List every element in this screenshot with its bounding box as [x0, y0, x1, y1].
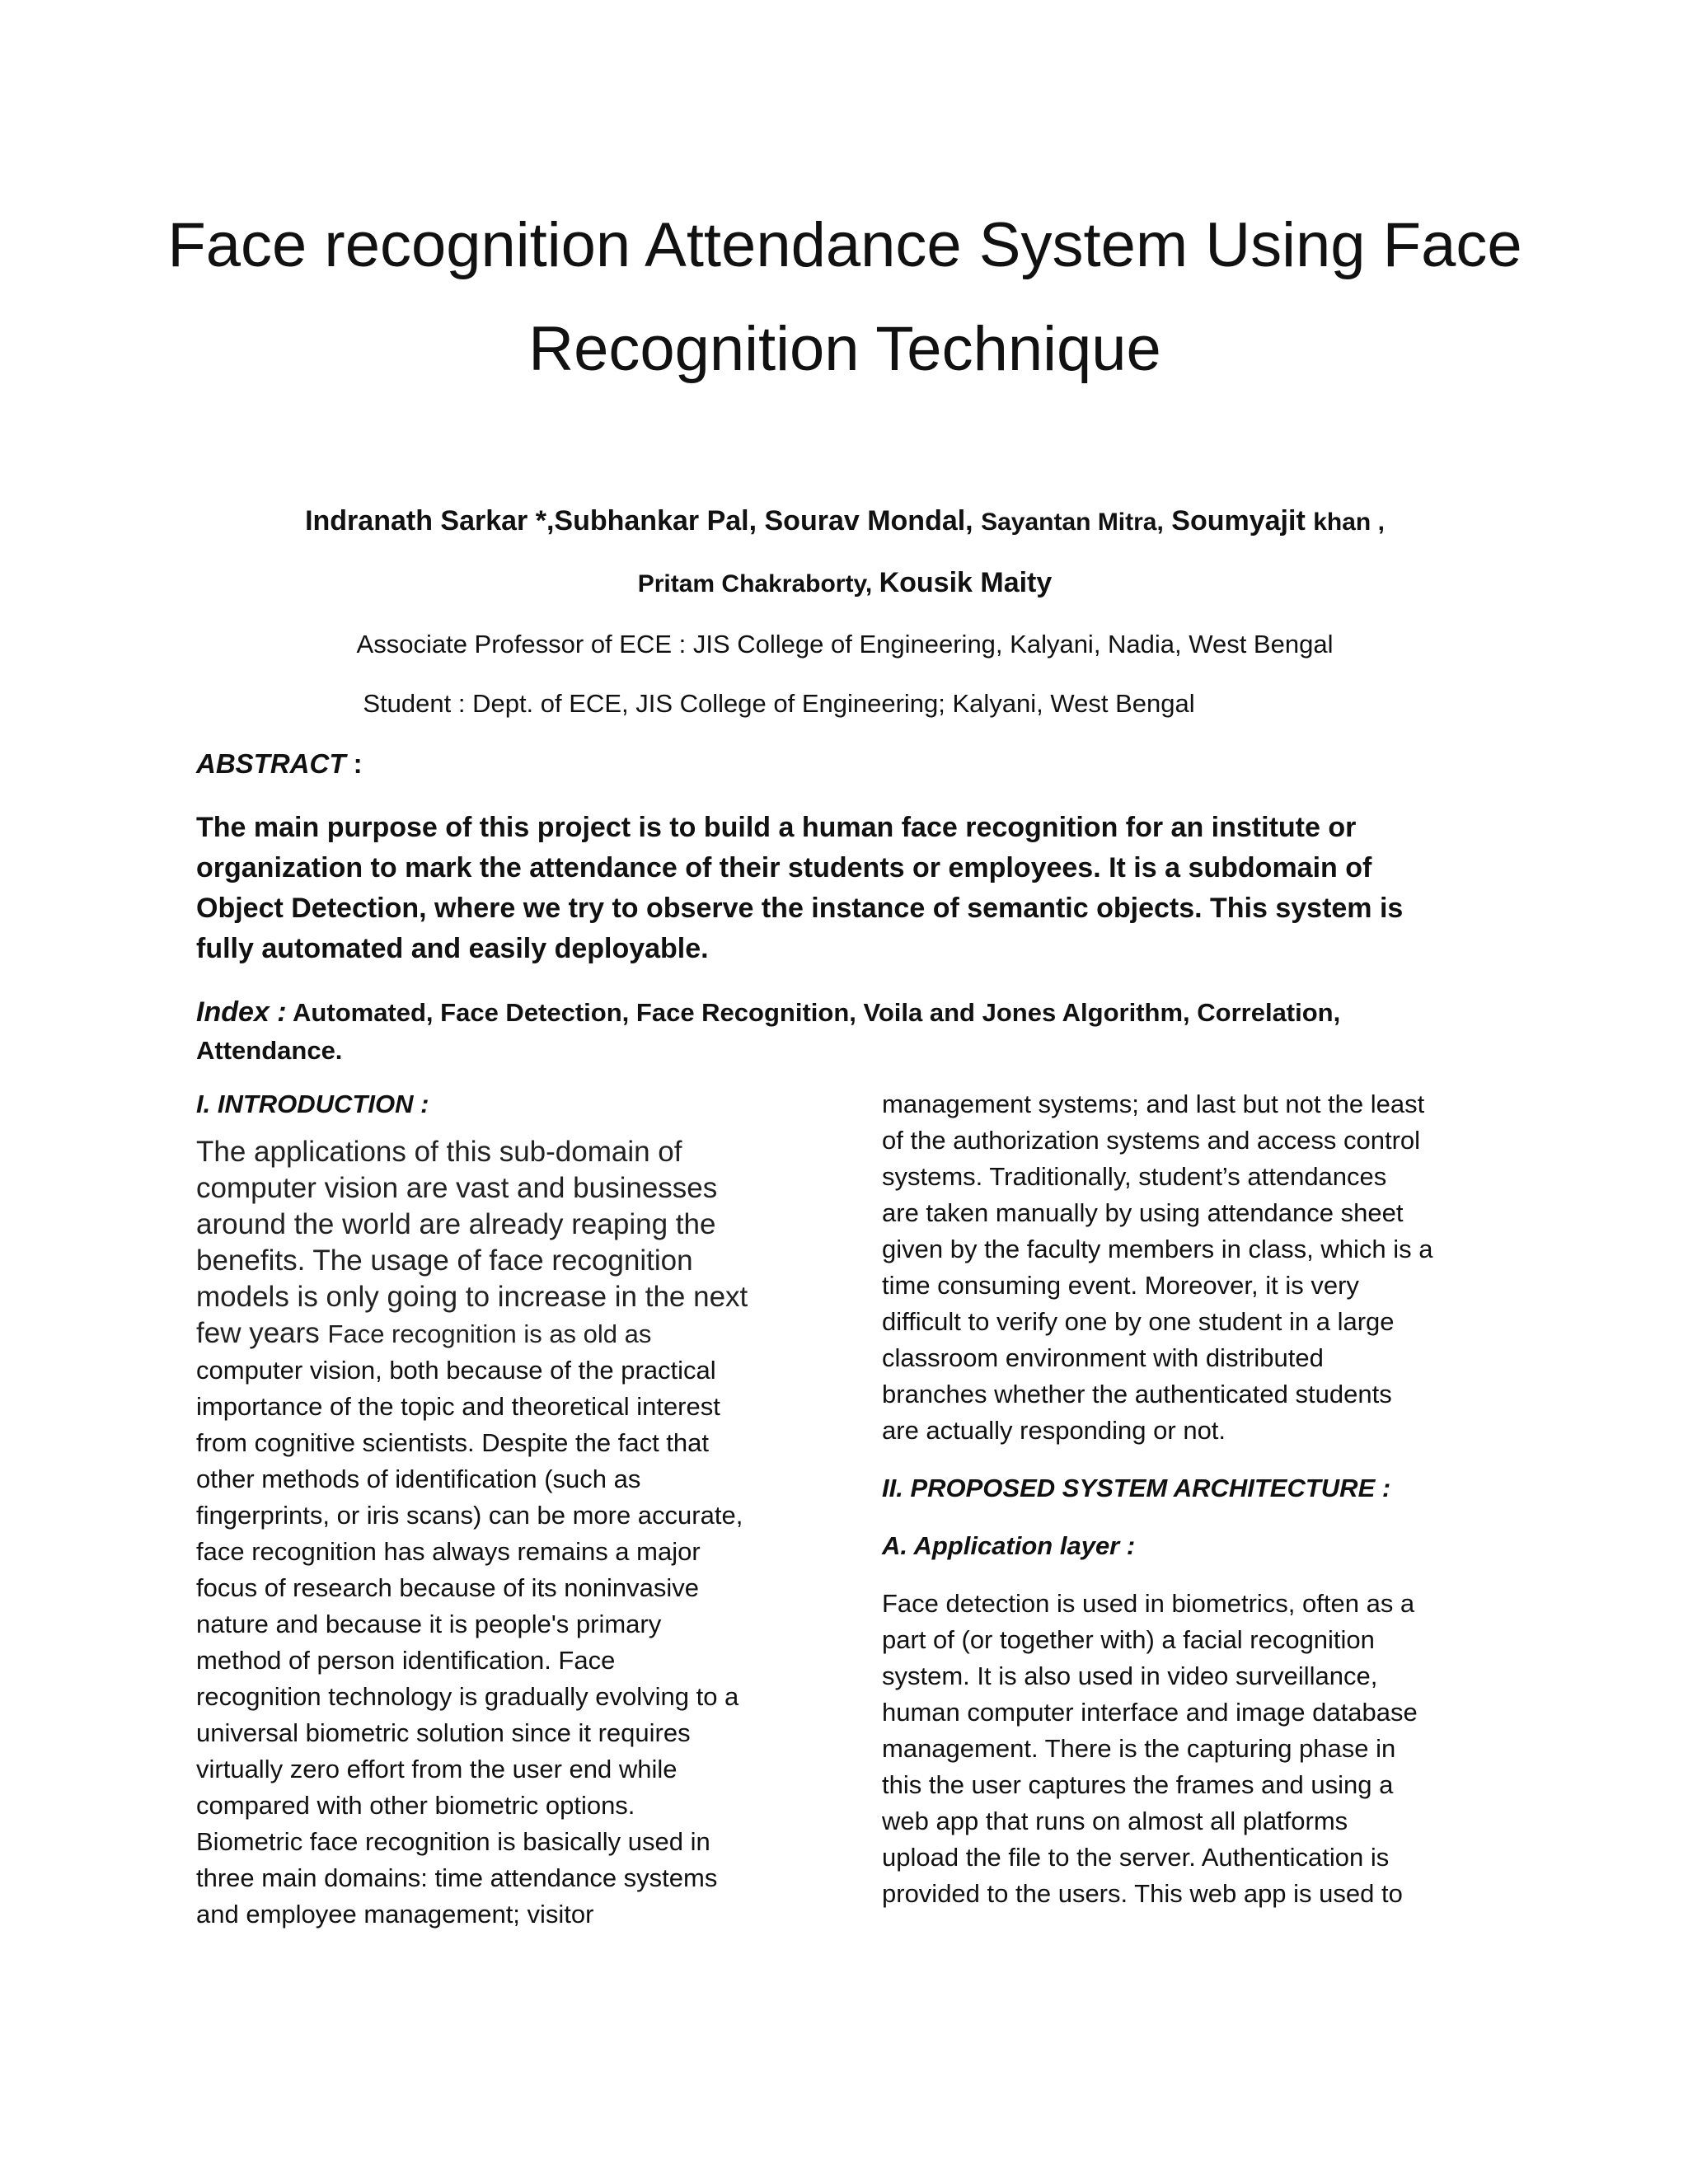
intro-lead-end: few years — [196, 1317, 320, 1349]
intro-line: The applications of this sub-domain of — [196, 1136, 682, 1168]
intro-line: and employee management; visitor — [196, 1900, 594, 1929]
index-terms-line-2: Attendance. — [196, 1036, 343, 1065]
abstract-colon: : — [345, 748, 363, 779]
intro-line: from cognitive scientists. Despite the fact that — [196, 1428, 709, 1457]
affiliation-student: Student : Dept. of ECE, JIS College of Engineering; Kalyani, West Bengal — [363, 689, 1195, 718]
body-line: time consuming event. Moreover, it is very — [882, 1271, 1359, 1300]
body-line: part of (or together with) a facial recognition — [882, 1625, 1375, 1654]
body-line: system. It is also used in video surveillance, — [882, 1661, 1378, 1690]
abstract-heading — [196, 746, 363, 782]
body-line: provided to the users. This web app is used to — [882, 1879, 1403, 1908]
introduction-heading: I. INTRODUCTION : — [196, 1090, 429, 1118]
index-terms — [196, 993, 1515, 1070]
author-names-3: Soumyajit — [1171, 505, 1306, 537]
body-line: are taken manually by using attendance sheet — [882, 1198, 1404, 1227]
intro-line: other methods of identification (such as — [196, 1465, 641, 1493]
author-names-1: Indranath Sarkar *,Subhankar Pal, Sourav Mondal, — [305, 505, 973, 537]
body-line: upload the file to the server. Authentication is — [882, 1843, 1390, 1872]
body-line: management systems; and last but not the least — [882, 1090, 1425, 1118]
body-line: systems. Traditionally, student’s attendances — [882, 1162, 1387, 1191]
body-line: Face detection is used in biometrics, often as a — [882, 1589, 1415, 1618]
intro-line: computer vision are vast and businesses — [196, 1172, 718, 1204]
intro-line: around the world are already reaping the — [196, 1208, 716, 1240]
intro-line: face recognition has always remains a major — [196, 1537, 701, 1566]
author-list — [198, 503, 1492, 541]
introduction-body — [196, 1352, 823, 1933]
application-layer-text — [882, 1586, 1525, 1912]
author-names-5: Pritam Chakraborty, — [637, 570, 873, 598]
left-column — [196, 1086, 823, 1933]
abstract-label: ABSTRACT — [196, 748, 346, 779]
title-line-2: Recognition Technique — [528, 314, 1161, 384]
abstract-line: fully automated and easily deployable. — [196, 933, 709, 964]
body-line: classroom environment with distributed — [882, 1343, 1324, 1372]
intro-line: compared with other biometric options. — [196, 1791, 635, 1820]
abstract-line: Object Detection, where we try to observe the instance of semantic objects. This system is — [196, 893, 1404, 924]
intro-body-start: Face recognition is as old as — [327, 1319, 652, 1348]
intro-line: fingerprints, or iris scans) can be more accurate, — [196, 1501, 743, 1530]
intro-line: focus of research because of its noninvasive — [196, 1573, 700, 1602]
body-line: of the authorization systems and access control — [882, 1126, 1421, 1155]
intro-line: recognition technology is gradually evolving to a — [196, 1682, 739, 1711]
index-label: Index : — [196, 996, 287, 1028]
author-names-2: Sayantan Mitra, — [981, 509, 1164, 536]
author-names-6: Kousik Maity — [879, 567, 1053, 598]
intro-line-mixed — [196, 1315, 823, 1352]
intro-line: models is only going to increase in the next — [196, 1281, 748, 1313]
intro-line: benefits. The usage of face recognition — [196, 1244, 693, 1277]
intro-line: computer vision, both because of the practical — [196, 1356, 716, 1385]
author-list-continued — [198, 565, 1492, 602]
right-column — [882, 1086, 1525, 1912]
paper-title — [165, 194, 1525, 401]
body-line: given by the faculty members in class, which is a — [882, 1235, 1433, 1263]
intro-line: universal biometric solution since it requires — [196, 1718, 691, 1747]
abstract-text — [196, 808, 1515, 969]
author-names-4: khan , — [1313, 509, 1385, 536]
introduction-continuation — [882, 1086, 1525, 1449]
body-line: management. There is the capturing phase in — [882, 1734, 1396, 1763]
body-line: are actually responding or not. — [882, 1416, 1226, 1445]
subsection-a-heading: A. Application layer : — [882, 1531, 1136, 1560]
body-line: branches whether the authenticated students — [882, 1380, 1392, 1408]
index-terms-line-1: Automated, Face Detection, Face Recognition, Voila and Jones Algorithm, Correlation, — [293, 998, 1341, 1027]
intro-line: virtually zero effort from the user end while — [196, 1755, 678, 1783]
body-line: human computer interface and image database — [882, 1698, 1418, 1727]
intro-line: importance of the topic and theoretical interest — [196, 1392, 720, 1421]
intro-line: three main domains: time attendance systems — [196, 1863, 718, 1892]
intro-line: Biometric face recognition is basically used in — [196, 1827, 710, 1856]
introduction-lead — [196, 1134, 823, 1352]
intro-line: nature and because it is people's primary — [196, 1610, 662, 1638]
title-line-1: Face recognition Attendance System Using Face — [167, 210, 1522, 280]
body-line: difficult to verify one by one student in a large — [882, 1307, 1395, 1336]
body-line: this the user captures the frames and using a — [882, 1770, 1394, 1799]
intro-line: method of person identification. Face — [196, 1646, 616, 1675]
body-line: web app that runs on almost all platforms — [882, 1807, 1348, 1835]
section-2-heading: II. PROPOSED SYSTEM ARCHITECTURE : — [882, 1474, 1391, 1502]
affiliation-professor: Associate Professor of ECE : JIS College of Engineering, Kalyani, Nadia, West Bengal — [356, 630, 1334, 658]
abstract-line: organization to mark the attendance of their students or employees. It is a subdomain of — [196, 852, 1372, 883]
abstract-line: The main purpose of this project is to build a human face recognition for an institute or — [196, 812, 1357, 843]
